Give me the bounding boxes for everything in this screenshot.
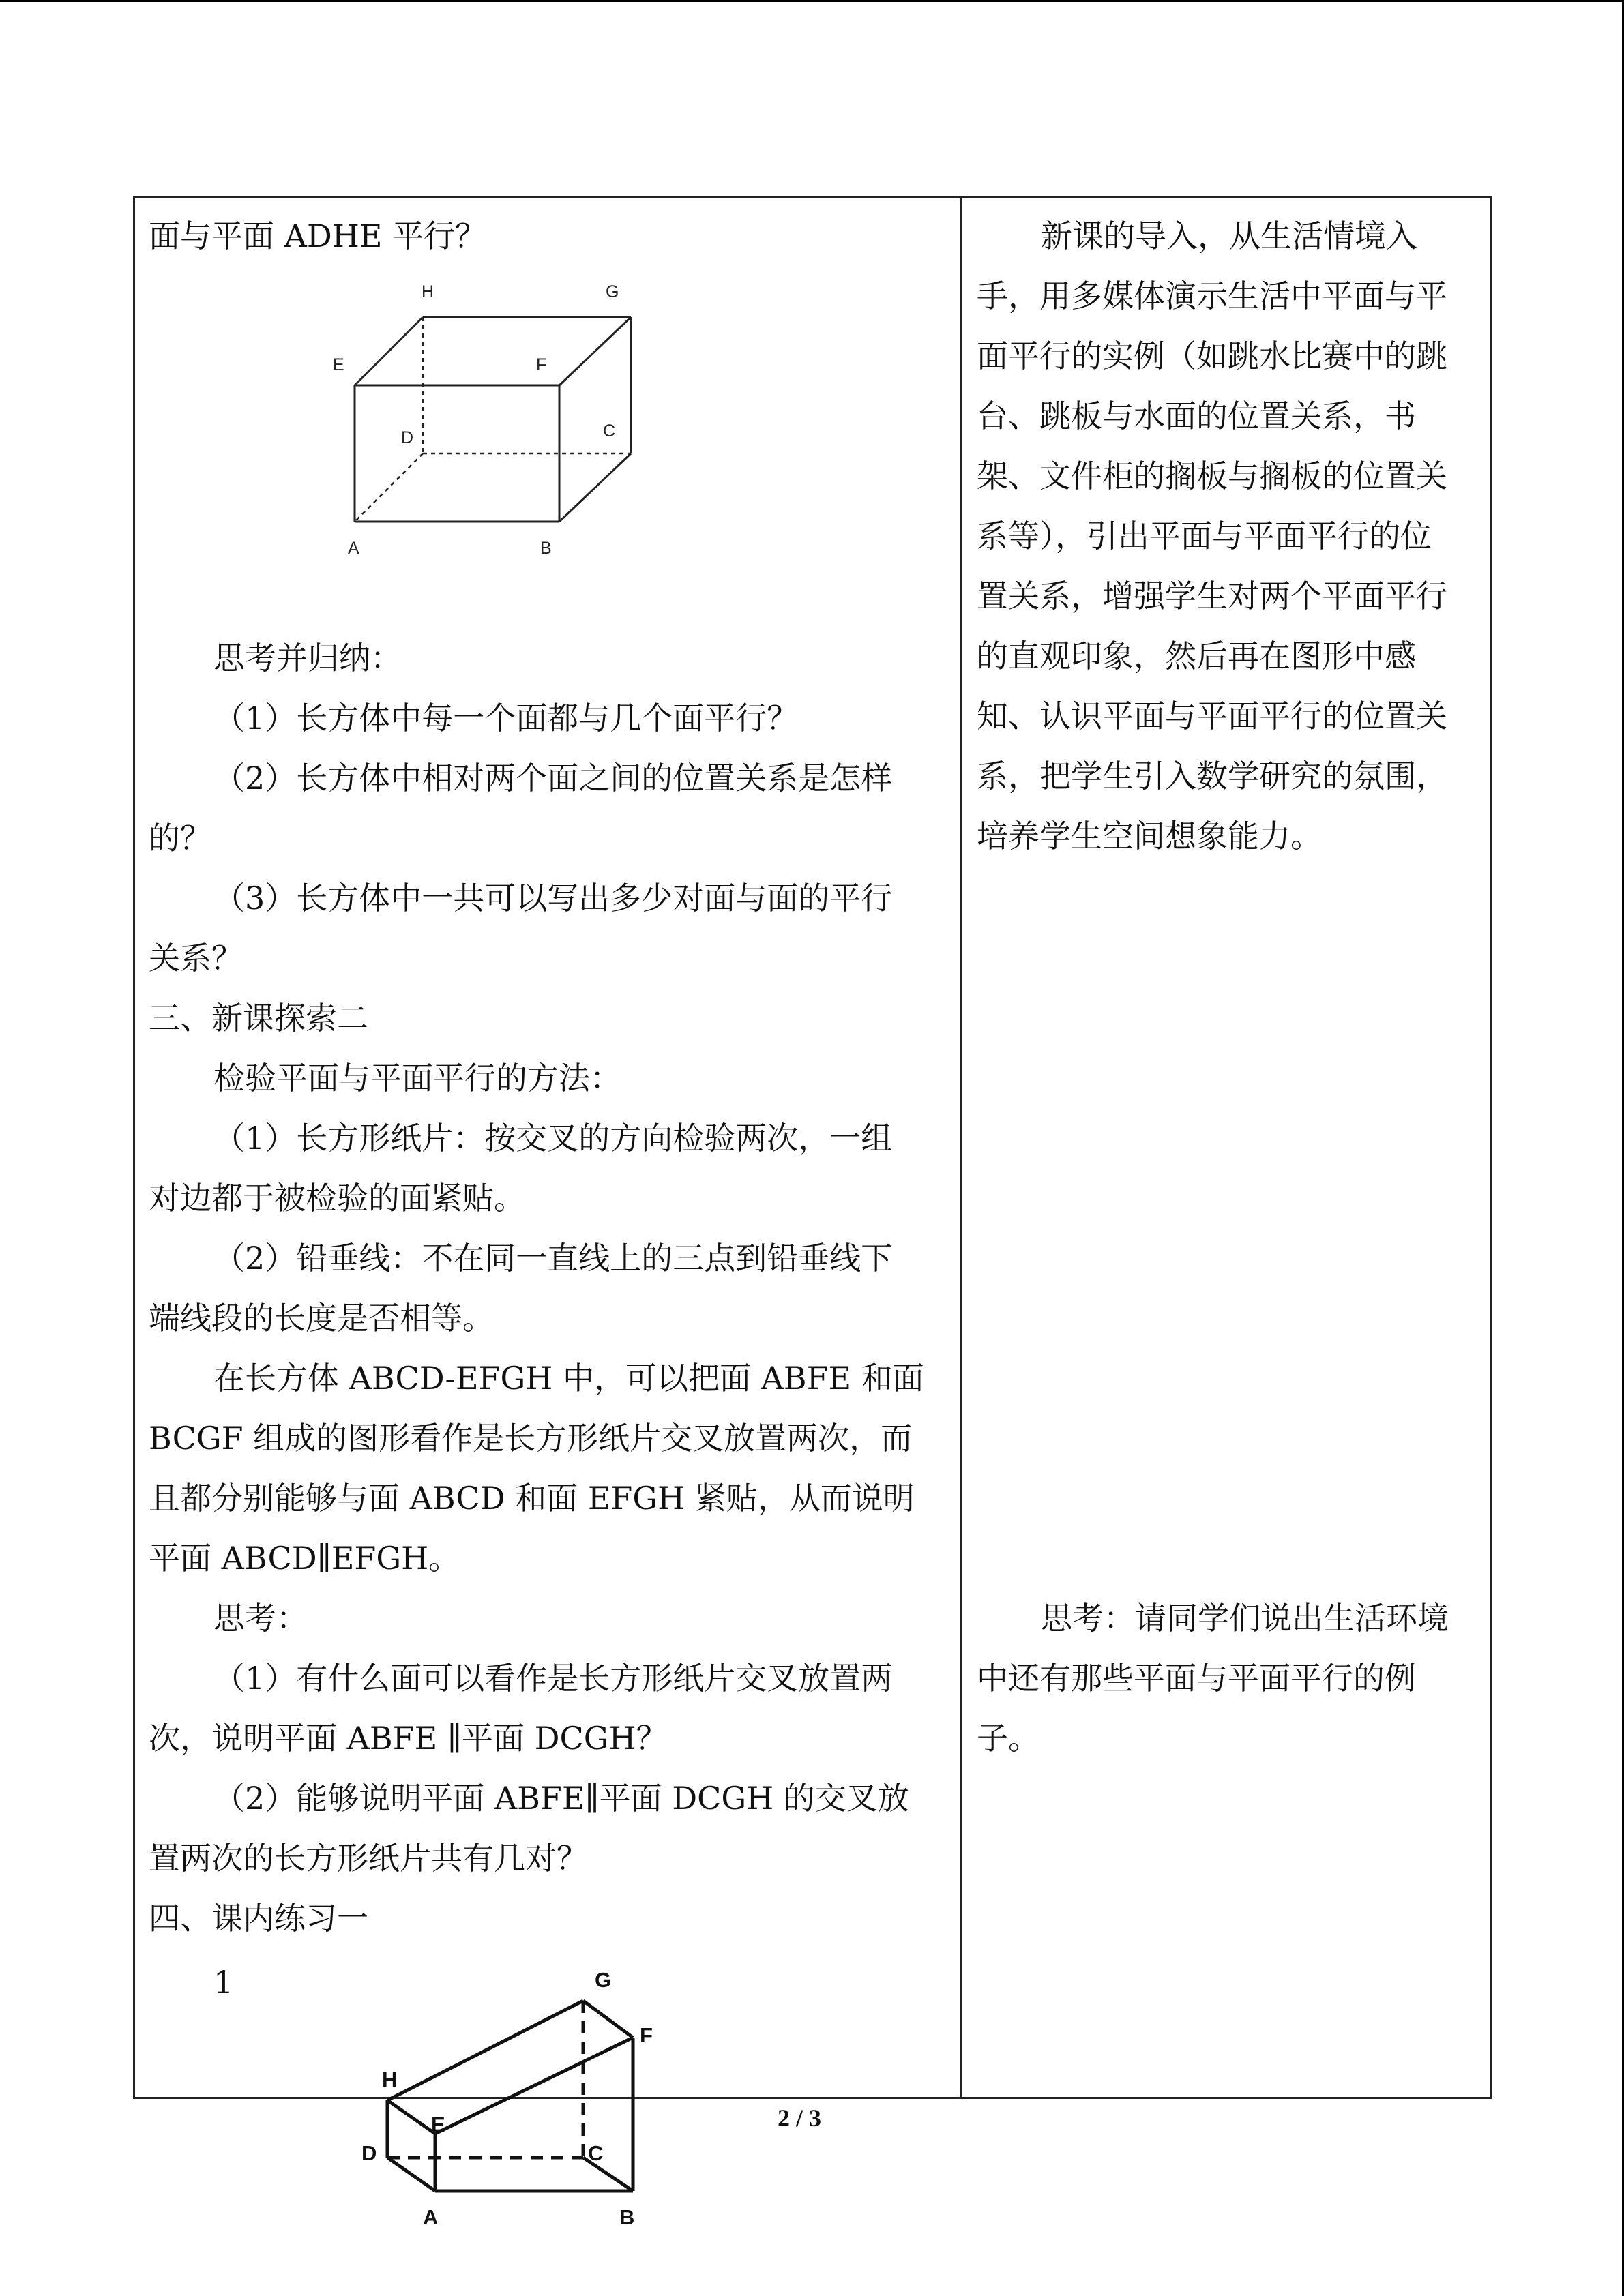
fig2-label-h: H xyxy=(382,2068,398,2091)
edge-da-hidden xyxy=(355,453,423,522)
think-question-2-line-2: 置两次的长方形纸片共有几对？ xyxy=(149,1840,588,1877)
right-note-line-3: 面平行的实例（如跳水比赛中的跳 xyxy=(977,338,1447,374)
method-1-line-2: 对边都于被检验的面紧贴。 xyxy=(149,1180,525,1217)
fig1-label-b: B xyxy=(540,539,552,558)
fig2-label-b: B xyxy=(619,2205,635,2229)
right-note-line-8: 的直观印象，然后再在图形中感 xyxy=(977,638,1416,674)
question-3-line-1: （3）长方体中一共可以写出多少对面与面的平行 xyxy=(213,880,893,916)
think-question-1-line-1: （1）有什么面可以看作是长方形纸片交叉放置两 xyxy=(213,1660,893,1697)
fig1-label-d: D xyxy=(401,428,414,447)
right-note-line-11: 培养学生空间想象能力。 xyxy=(977,818,1322,854)
edge-he xyxy=(387,2100,435,2134)
right-think-line-1: 思考：请同学们说出生活环境 xyxy=(1041,1600,1449,1637)
paragraph-1-line-2: BCGF 组成的图形看作是长方形纸片交叉放置两次，而 xyxy=(149,1420,913,1457)
think-question-1-line-2: 次，说明平面 ABFE ∥平面 DCGH？ xyxy=(149,1720,668,1757)
right-note-line-10: 系，把学生引入数学研究的氛围， xyxy=(977,758,1447,794)
page-top-border xyxy=(0,0,1624,2)
right-note-line-7: 置关系，增强学生对两个平面平行 xyxy=(977,578,1447,614)
edge-ef xyxy=(435,2038,633,2134)
question-2-line-2: 的？ xyxy=(149,820,211,856)
method-1-line-1: （1）长方形纸片：按交叉的方向检验两次，一组 xyxy=(213,1120,893,1157)
fig2-label-c: C xyxy=(588,2141,604,2165)
right-note-line-6: 系等），引出平面与平面平行的位 xyxy=(977,518,1432,554)
exercise-number: 1 xyxy=(213,1964,234,2001)
think-summarize: 思考并归纳： xyxy=(213,640,402,676)
edge-bc xyxy=(559,453,631,522)
paragraph-1-line-3: 且都分别能够与面 ABCD 和面 EFGH 紧贴，从而说明 xyxy=(149,1480,915,1517)
paragraph-1-line-1: 在长方体 ABCD-EFGH 中，可以把面 ABFE 和面 xyxy=(213,1360,924,1397)
fig1-label-c: C xyxy=(603,421,616,441)
fig2-label-g: G xyxy=(595,1968,612,1992)
think-question-2-line-1: （2）能够说明平面 ABFE∥平面 DCGH 的交叉放 xyxy=(213,1780,909,1817)
method-title: 检验平面与平面平行的方法： xyxy=(213,1060,621,1097)
fig1-label-f: F xyxy=(536,355,547,374)
think-label: 思考： xyxy=(213,1600,308,1637)
edge-hg xyxy=(387,2001,583,2100)
fig1-label-g: G xyxy=(606,282,619,301)
method-2-line-1: （2）铅垂线：不在同一直线上的三点到铅垂线下 xyxy=(213,1240,893,1277)
fig1-label-e: E xyxy=(333,355,344,374)
fig2-label-f: F xyxy=(640,2023,653,2047)
edge-gf xyxy=(583,2001,633,2038)
fig2-label-d: D xyxy=(361,2141,377,2165)
fig1-label-a: A xyxy=(348,539,359,558)
right-think-line-2: 中还有那些平面与平面平行的例 xyxy=(977,1660,1416,1697)
column-divider xyxy=(960,196,962,2099)
cuboid-figure-1 xyxy=(321,273,675,573)
right-note-line-5: 架、文件柜的搁板与搁板的位置关 xyxy=(977,458,1447,494)
intro-line: 面与平面 ADHE 平行？ xyxy=(149,218,487,254)
question-3-line-2: 关系？ xyxy=(149,940,243,976)
fig2-label-e: E xyxy=(431,2113,445,2136)
right-note-line-9: 知、认识平面与平面平行的位置关 xyxy=(977,698,1447,734)
right-note-line-1: 新课的导入，从生活情境入 xyxy=(1041,218,1417,254)
right-note-line-4: 台、跳板与水面的位置关系，书 xyxy=(977,398,1416,434)
edge-da xyxy=(387,2158,435,2191)
right-note-line-2: 手，用多媒体演示生活中平面与平 xyxy=(977,278,1447,314)
section-3-title: 三、新课探索二 xyxy=(149,1000,368,1037)
page-number: 2 / 3 xyxy=(778,2104,822,2132)
method-2-line-2: 端线段的长度是否相等。 xyxy=(149,1300,494,1337)
fig2-label-a: A xyxy=(423,2205,439,2229)
fig1-label-h: H xyxy=(422,282,434,301)
paragraph-1-line-4: 平面 ABCD∥EFGH。 xyxy=(149,1540,460,1577)
right-think-line-3: 子。 xyxy=(977,1720,1039,1757)
edge-fg xyxy=(559,317,631,385)
question-1: （1）长方体中每一个面都与几个面平行？ xyxy=(213,700,799,736)
section-4-title: 四、课内练习一 xyxy=(149,1900,368,1937)
edge-eh xyxy=(355,317,423,385)
prism-figure-2 xyxy=(355,1964,682,2257)
question-2-line-1: （2）长方体中相对两个面之间的位置关系是怎样 xyxy=(213,760,893,796)
